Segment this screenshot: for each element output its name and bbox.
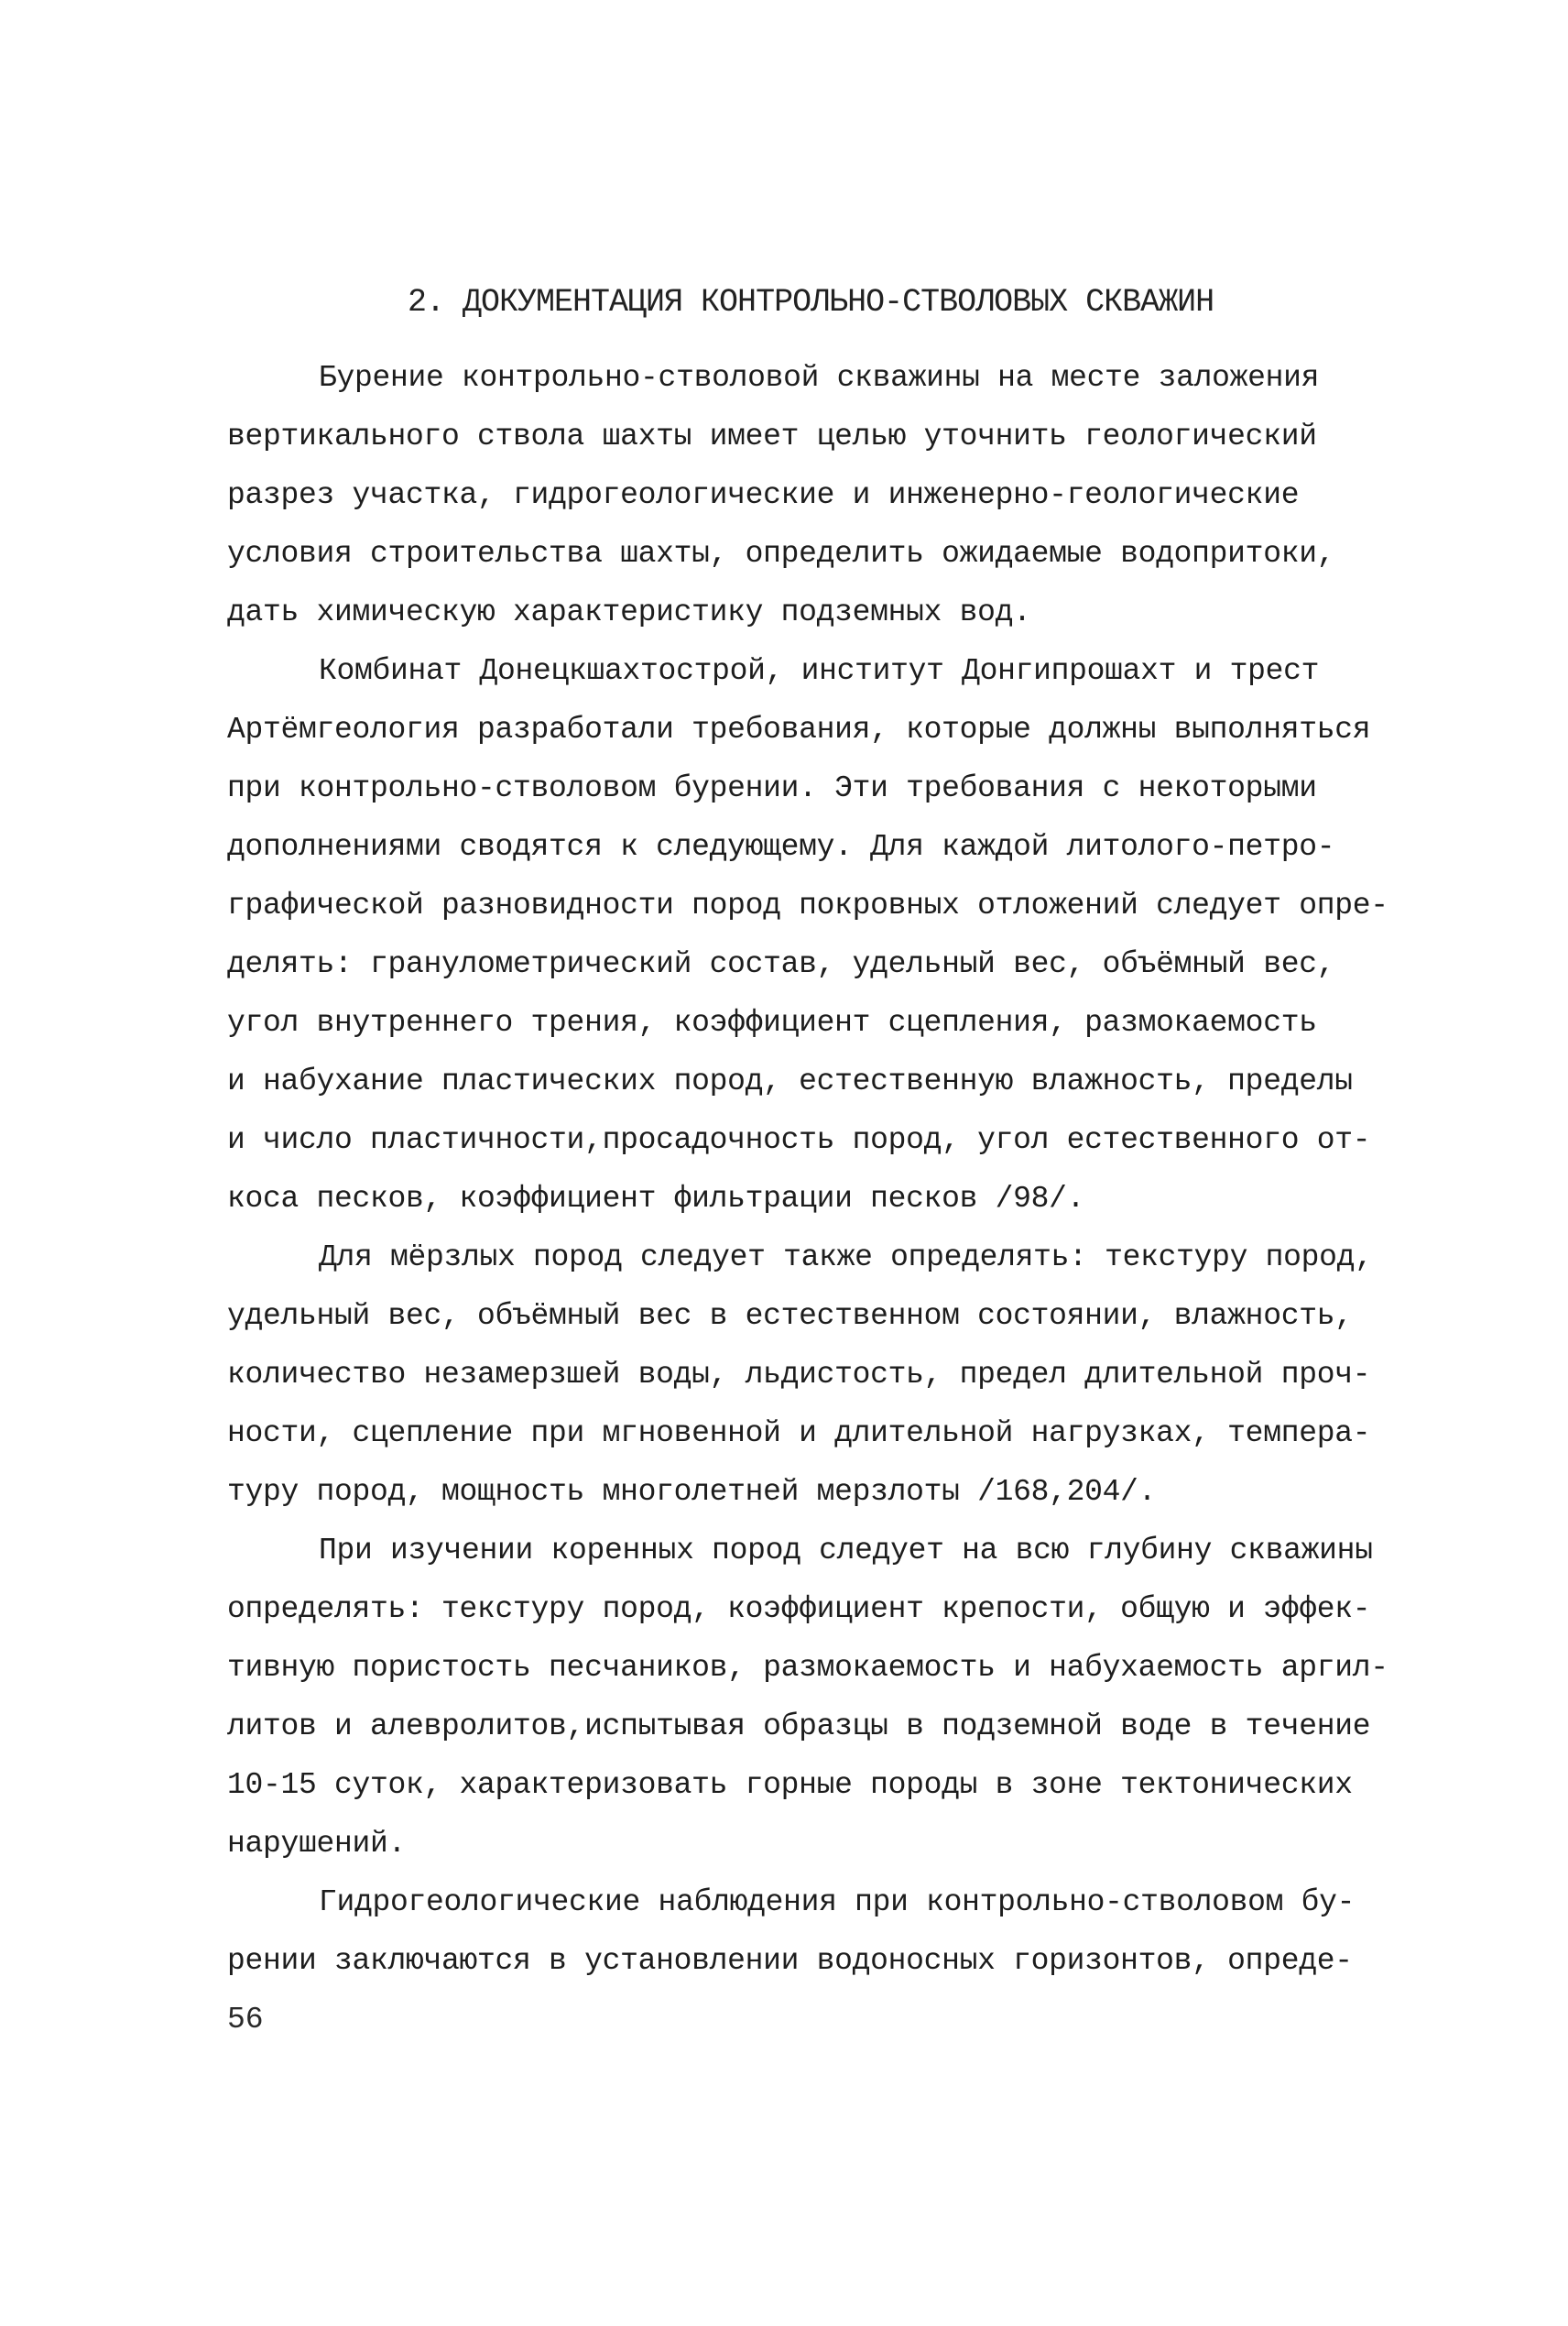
text-line: 10-15 суток, характеризовать горные породы в зоне тектонических xyxy=(227,1768,1353,1802)
text-line: ности, сцепление при мгновенной и длительной нагрузках, темпера- xyxy=(227,1416,1371,1450)
text-line: Комбинат Донецкшахтострой, институт Донгипрошахт и трест xyxy=(319,654,1320,688)
text-line: и набухание пластических пород, естественную влажность, пределы xyxy=(227,1065,1353,1098)
text-line: угол внутреннего трения, коэффициент сцепления, размокаемость xyxy=(227,1006,1317,1040)
text-line: удельный вес, объёмный вес в естественном состоянии, влажность, xyxy=(227,1299,1353,1333)
text-line: Артёмгеология разработали требования, которые должны выполняться xyxy=(227,713,1371,747)
page-number: 56 xyxy=(227,2003,264,2037)
text-line: литов и алевролитов,испытывая образцы в подземной воде в течение xyxy=(227,1709,1371,1743)
text-line: при контрольно-стволовом бурении. Эти требования с некоторыми xyxy=(227,771,1317,805)
text-line: количество незамерзшей воды, льдистость, предел длительной проч- xyxy=(227,1358,1371,1392)
text-line: Для мёрзлых пород следует также определять: текстуру пород, xyxy=(319,1240,1373,1274)
text-line: Бурение контрольно-стволовой скважины на месте заложения xyxy=(319,361,1320,395)
text-line: и число пластичности,просадочность пород, угол естественного от- xyxy=(227,1123,1371,1157)
text-line: дополнениями сводятся к следующему. Для каждой литолого-петро- xyxy=(227,830,1335,864)
text-line: разрез участка, гидрогеологические и инженерно-геологические xyxy=(227,478,1300,512)
text-line: нарушений. xyxy=(227,1827,407,1861)
text-line: определять: текстуру пород, коэффициент крепости, общую и эффек- xyxy=(227,1592,1371,1626)
text-line: вертикального ствола шахты имеет целью уточнить геологический xyxy=(227,420,1317,453)
text-line: туру пород, мощность многолетней мерзлоты /168,204/. xyxy=(227,1475,1157,1509)
text-line: дать химическую характеристику подземных вод. xyxy=(227,595,1031,629)
text-line: тивную пористость песчаников, размокаемость и набухаемость аргил- xyxy=(227,1651,1388,1685)
text-line: условия строительства шахты, определить ожидаемые водопритоки, xyxy=(227,537,1335,571)
text-line: Гидрогеологические наблюдения при контрольно-стволовом бу- xyxy=(319,1885,1356,1919)
text-line: коса песков, коэффициент фильтрации песков /98/. xyxy=(227,1182,1085,1216)
text-line: графической разновидности пород покровных отложений следует опре- xyxy=(227,889,1388,923)
section-heading: 2. ДОКУМЕНТАЦИЯ КОНТРОЛЬНО-СТВОЛОВЫХ СКВАЖИН xyxy=(408,284,1214,321)
text-line: При изучении коренных пород следует на всю глубину скважины xyxy=(319,1534,1373,1567)
text-line: делять: гранулометрический состав, удельный вес, объёмный вес, xyxy=(227,947,1335,981)
text-line: рении заключаются в установлении водоносных горизонтов, опреде- xyxy=(227,1944,1353,1978)
